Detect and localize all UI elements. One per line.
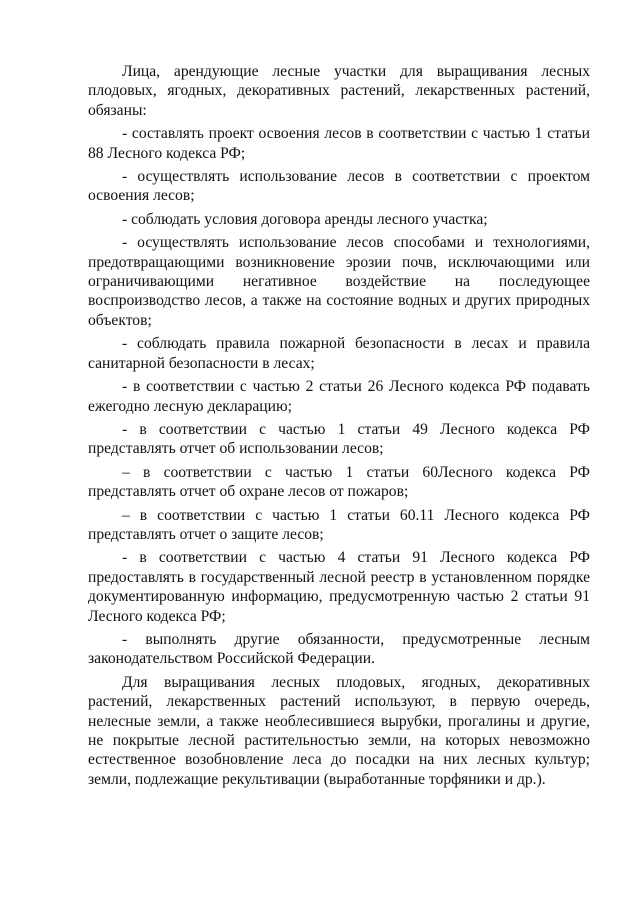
intro-paragraph: Лица, арендующие лесные участки для выращивания лесных плодовых, ягодных, декоративных растений, лекарственных растений, обязаны: — [88, 63, 590, 119]
obligation-item: - составлять проект освоения лесов в соответствии с частью 1 статьи 88 Лесного кодекса РФ; — [88, 125, 590, 162]
obligation-item: – в соответствии с частью 1 статьи 60.11 Лесного кодекса РФ представлять отчет о защите лесов; — [88, 506, 590, 543]
obligation-item: - выполнять другие обязанности, предусмотренные лесным законодательством Российской Федерации. — [88, 630, 590, 668]
obligation-item: – в соответствии с частью 1 статьи 60Лесного кодекса РФ представлять отчет об охране лесов от пожаров; — [88, 463, 590, 501]
obligation-item: - осуществлять использование лесов способами и технологиями, предотвращающими возникновение эрозии почв, исключающими или ограничивающими негативное воздействие на последующее воспроизводство лесов, а также на состояние водных и других природных объектов; — [88, 234, 590, 329]
obligation-item: - осуществлять использование лесов в соответствии с проектом освоения лесов; — [88, 168, 590, 205]
obligation-item: - соблюдать условия договора аренды лесного участка; — [122, 210, 488, 228]
closing-paragraph: Для выращивания лесных плодовых, ягодных, декоративных растений, лекарственных растений используют, в первую очередь, нелесные земли, а также необлесившиеся вырубки, прогалины и другие, не покрытые лесной растительностью земли, на которых невозможно естественное возобновление леса до посадки на них лесных культур; земли, подлежащие рекультивации (выработанные торфяники и др.). — [88, 673, 590, 788]
obligation-item: - в соответствии с частью 4 статьи 91 Лесного кодекса РФ предоставлять в государственный лесной реестр в установленном порядке документированную информацию, предусмотренную частью 2 статьи 91 Лесного кодекса РФ; — [88, 549, 590, 625]
obligation-item: - в соответствии с частью 2 статьи 26 Лесного кодекса РФ подавать ежегодно лесную декларацию; — [88, 378, 590, 415]
obligation-item: - в соответствии с частью 1 статьи 49 Лесного кодекса РФ представлять отчет об использовании лесов; — [88, 420, 590, 458]
obligation-item: - соблюдать правила пожарной безопасности в лесах и правила санитарной безопасности в лесах; — [88, 335, 590, 372]
document-body — [88, 62, 590, 793]
